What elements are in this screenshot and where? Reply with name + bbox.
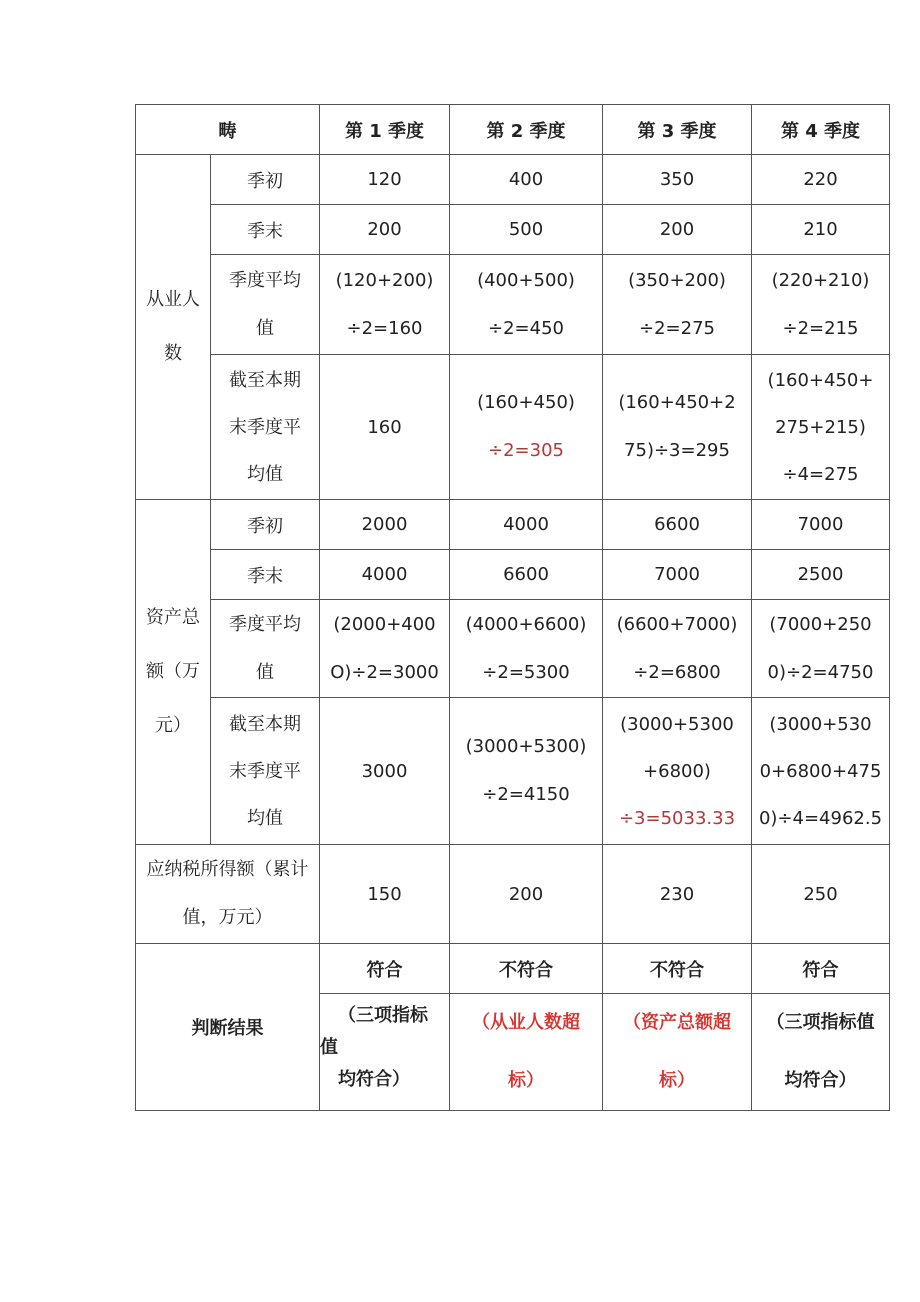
assets-end-q1: 4000 <box>320 550 450 600</box>
assets-end-q2: 6600 <box>450 550 603 600</box>
result-q4-reason: （三项指标值 均符合） <box>752 994 890 1111</box>
employees-end-q2: 500 <box>450 205 603 255</box>
employees-avg-q4: (220+210) ÷2=215 <box>752 255 890 355</box>
result-q2-reason: （从业人数超 标） <box>450 994 603 1111</box>
assets-start-row <box>136 500 890 550</box>
employees-cum-q4: (160+450+ 275+215) ÷4=275 <box>752 355 890 500</box>
result-q1-status: 符合 <box>320 944 450 994</box>
employees-cum-q3: (160+450+2 75)÷3=295 <box>603 355 752 500</box>
employees-cum-q2: (160+450) ÷2=305 <box>450 355 603 500</box>
employees-start-q4: 220 <box>752 155 890 205</box>
employees-avg-label: 季度平均 值 <box>211 255 320 355</box>
employees-start-label: 季初 <box>211 155 320 205</box>
header-q2: 第 2 季度 <box>450 105 603 155</box>
result-q1-reason: （三项指标 值 均符合） <box>320 994 450 1111</box>
assets-end-q3: 7000 <box>603 550 752 600</box>
result-q3-reason: （资产总额超 标） <box>603 994 752 1111</box>
employees-end-row <box>136 205 890 255</box>
result-q4-status: 符合 <box>752 944 890 994</box>
employees-cum-row <box>136 355 890 500</box>
employees-label: 从业人 数 <box>136 155 211 500</box>
employees-start-row <box>136 155 890 205</box>
assets-start-q2: 4000 <box>450 500 603 550</box>
assets-avg-q2: (4000+6600) ÷2=5300 <box>450 600 603 698</box>
header-corner: 畴 <box>136 105 320 155</box>
employees-cum-q1: 160 <box>320 355 450 500</box>
employees-avg-q2: (400+500) ÷2=450 <box>450 255 603 355</box>
header-q1: 第 1 季度 <box>320 105 450 155</box>
assets-avg-q3: (6600+7000) ÷2=6800 <box>603 600 752 698</box>
assets-start-q4: 7000 <box>752 500 890 550</box>
result-label: 判断结果 <box>136 944 320 1111</box>
assets-cum-row <box>136 698 890 845</box>
assets-end-q4: 2500 <box>752 550 890 600</box>
assets-start-q3: 6600 <box>603 500 752 550</box>
taxable-row <box>136 845 890 944</box>
assets-avg-label: 季度平均 值 <box>211 600 320 698</box>
employees-avg-q1: (120+200) ÷2=160 <box>320 255 450 355</box>
employees-end-q3: 200 <box>603 205 752 255</box>
employees-end-q4: 210 <box>752 205 890 255</box>
result-status-row <box>136 944 890 994</box>
assets-start-label: 季初 <box>211 500 320 550</box>
taxable-q2: 200 <box>450 845 603 944</box>
employees-start-q1: 120 <box>320 155 450 205</box>
result-q2-status: 不符合 <box>450 944 603 994</box>
employees-start-q3: 350 <box>603 155 752 205</box>
taxable-label: 应纳税所得额（累计 值，万元） <box>136 845 320 944</box>
assets-cum-q2: (3000+5300) ÷2=4150 <box>450 698 603 845</box>
quarterly-criteria-table <box>135 104 890 1111</box>
employees-avg-row <box>136 255 890 355</box>
assets-label: 资产总 额（万 元） <box>136 500 211 845</box>
header-row <box>136 105 890 155</box>
employees-avg-q3: (350+200) ÷2=275 <box>603 255 752 355</box>
employees-start-q2: 400 <box>450 155 603 205</box>
taxable-q1: 150 <box>320 845 450 944</box>
assets-avg-q1: (2000+400 O)÷2=3000 <box>320 600 450 698</box>
assets-avg-q4: (7000+250 0)÷2=4750 <box>752 600 890 698</box>
employees-cum-label: 截至本期 末季度平 均值 <box>211 355 320 500</box>
assets-cum-q3: (3000+5300 +6800) ÷3=5033.33 <box>603 698 752 845</box>
assets-end-row <box>136 550 890 600</box>
assets-start-q1: 2000 <box>320 500 450 550</box>
result-q3-status: 不符合 <box>603 944 752 994</box>
employees-end-q1: 200 <box>320 205 450 255</box>
assets-cum-q1: 3000 <box>320 698 450 845</box>
employees-end-label: 季末 <box>211 205 320 255</box>
header-q4: 第 4 季度 <box>752 105 890 155</box>
assets-end-label: 季末 <box>211 550 320 600</box>
header-q3: 第 3 季度 <box>603 105 752 155</box>
assets-cum-label: 截至本期 末季度平 均值 <box>211 698 320 845</box>
assets-avg-row <box>136 600 890 698</box>
taxable-q3: 230 <box>603 845 752 944</box>
taxable-q4: 250 <box>752 845 890 944</box>
assets-cum-q4: (3000+530 0+6800+475 0)÷4=4962.5 <box>752 698 890 845</box>
